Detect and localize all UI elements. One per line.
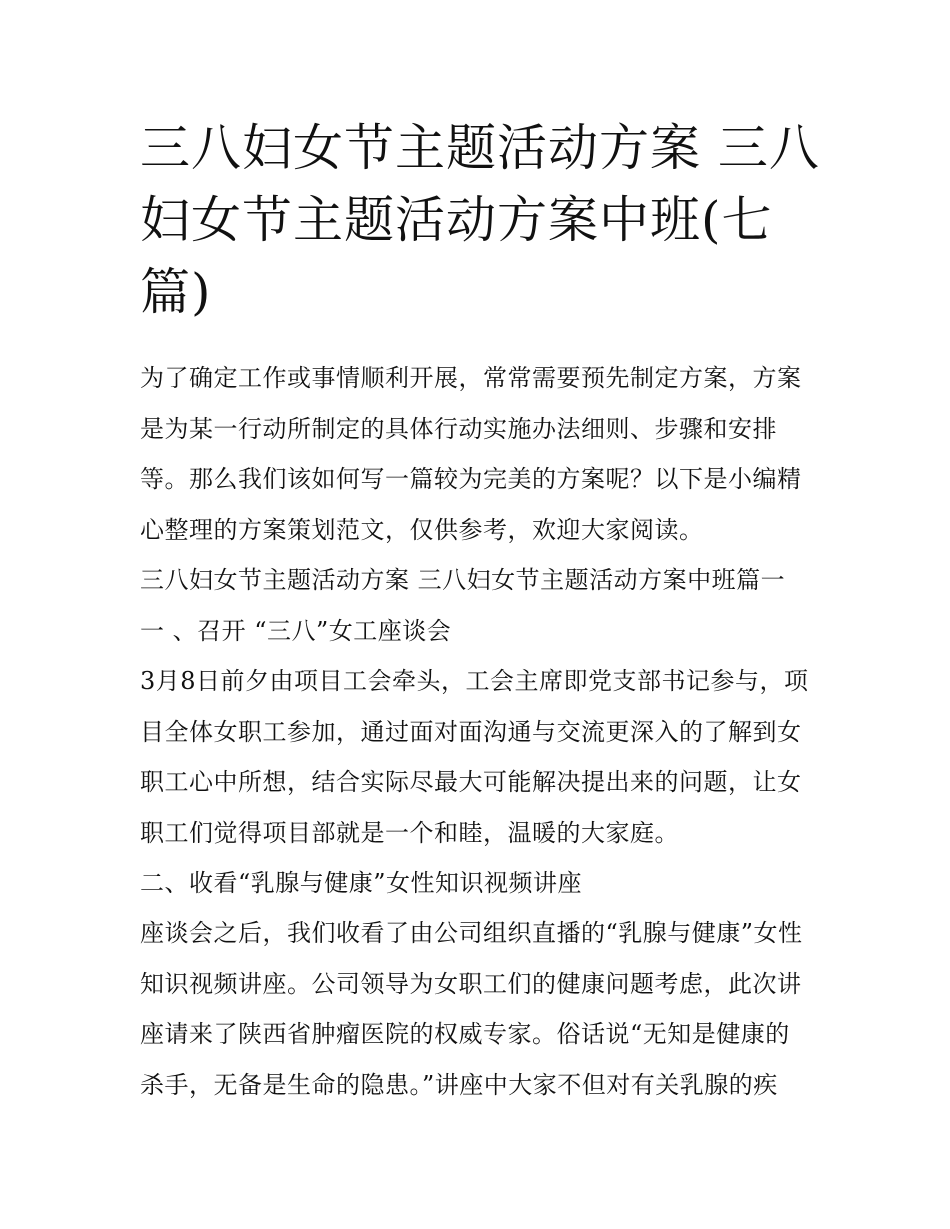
paragraph-2: 座谈会之后，我们收看了由公司组织直播的“乳腺与健康”女性知识视频讲座。公司领导为女职工们的健康问题考虑，此次讲座请来了陕西省肿瘤医院的权威专家。俗话说“无知是健康的杀手，无备是生命的隐患。”讲座中大家不但对有关乳腺的疾 [140, 919, 803, 1099]
section-title: 三八妇女节主题活动方案 三八妇女节主题活动方案中班篇一 [140, 566, 786, 594]
intro-paragraph: 为了确定工作或事情顺利开展，常常需要预先制定方案，方案是为某一行动所制定的具体行动实施办法细则、步骤和安排等。那么我们该如何写一篇较为完美的方案呢？以下是小编精心整理的方案策划范文，仅供参考，欢迎大家阅读。 [140, 364, 802, 544]
section-heading-2: 二、收看“乳腺与健康”女性知识视频讲座 [140, 869, 583, 897]
paragraph-1: 3月8日前夕由项目工会牵头，工会主席即党支部书记参与，项目全体女职工参加，通过面对面沟通与交流更深入的了解到女职工心中所想，结合实际尽最大可能解决提出来的问题，让女职工们觉得项目部就是一个和睦，温暖的大家庭。 [140, 667, 809, 847]
document-title: 三八妇女节主题活动方案 三八妇女节主题活动方案中班(七篇) [140, 119, 820, 321]
section-heading-1: 一 、召开 “三八”女工座谈会 [140, 617, 452, 645]
